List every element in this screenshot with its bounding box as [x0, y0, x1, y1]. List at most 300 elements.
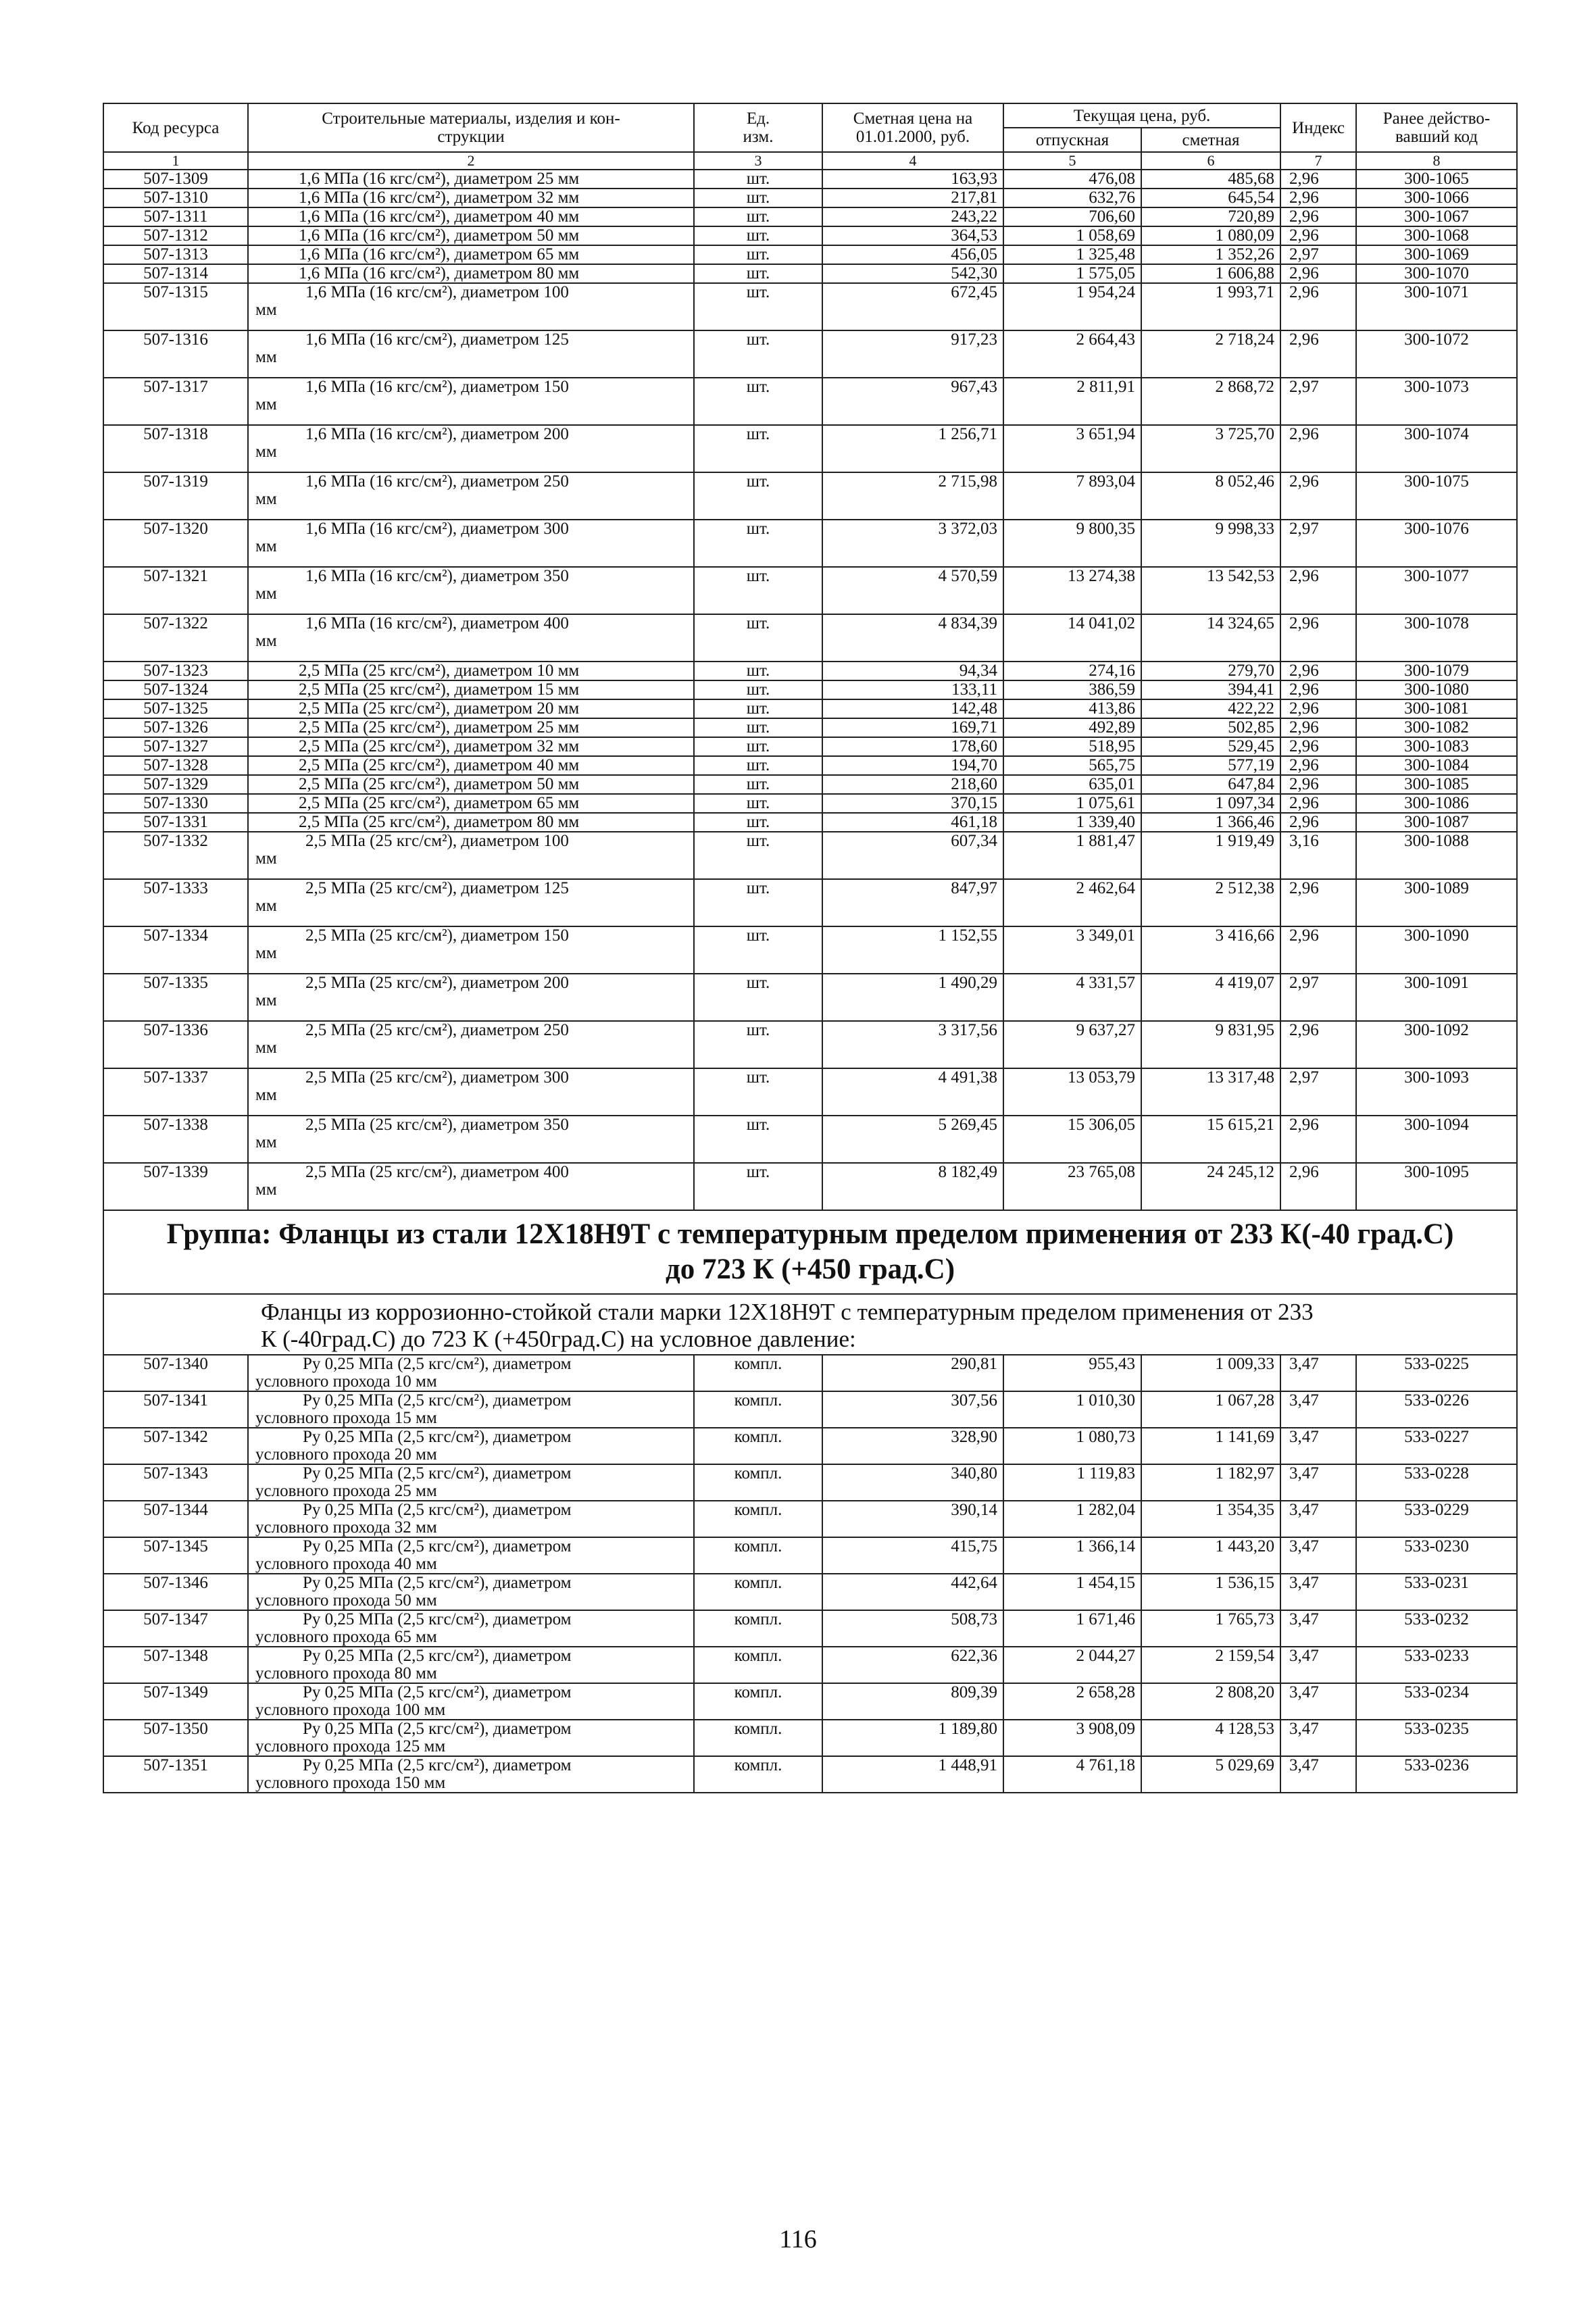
- table-row: [103, 614, 1517, 662]
- estimate-price-cell: 422,22: [1141, 699, 1280, 718]
- old-code-cell: 300-1075: [1356, 472, 1517, 520]
- resource-code-cell: 507-1351: [103, 1756, 248, 1793]
- material-name-line2: мм: [255, 849, 277, 868]
- base-price-cell: 607,34: [822, 832, 1003, 879]
- resource-code-cell: 507-1350: [103, 1720, 248, 1756]
- unit-cell: шт.: [694, 926, 822, 974]
- material-name-line2: мм: [255, 1039, 277, 1057]
- release-price-cell: 518,95: [1003, 737, 1141, 756]
- base-price-cell: 328,90: [822, 1428, 1003, 1464]
- old-code-cell: 533-0234: [1356, 1683, 1517, 1720]
- material-name-cell: [248, 567, 694, 614]
- table-header: [103, 103, 1517, 170]
- table-row: [103, 879, 1517, 926]
- old-code-cell: 300-1094: [1356, 1116, 1517, 1163]
- estimate-price-cell: 2 868,72: [1141, 378, 1280, 425]
- old-code-cell: 300-1092: [1356, 1021, 1517, 1068]
- unit-cell: шт.: [694, 283, 822, 330]
- index-cell: 3,47: [1280, 1720, 1356, 1756]
- release-price-cell: 4 331,57: [1003, 974, 1141, 1021]
- old-code-cell: 533-0225: [1356, 1355, 1517, 1391]
- resource-code-cell: 507-1348: [103, 1647, 248, 1683]
- old-code-cell: 533-0228: [1356, 1464, 1517, 1501]
- old-code-cell: 300-1072: [1356, 330, 1517, 378]
- material-name-line2: условного прохода 25 мм: [255, 1482, 437, 1500]
- index-cell: 3,47: [1280, 1610, 1356, 1647]
- table-row: [103, 1610, 1517, 1647]
- table-row: [103, 1391, 1517, 1428]
- material-name-cell: [248, 330, 694, 378]
- estimate-price-cell: 2 159,54: [1141, 1647, 1280, 1683]
- material-name-line2: условного прохода 10 мм: [255, 1372, 437, 1391]
- header-index: Индекс: [1280, 103, 1356, 152]
- table-row: [103, 737, 1517, 756]
- old-code-cell: 300-1070: [1356, 264, 1517, 283]
- material-name-line1: 1,6 МПа (16 кгс/см²), диаметром 150: [305, 378, 569, 396]
- material-name-line1: 1,6 МПа (16 кгс/см²), диаметром 350: [305, 567, 569, 585]
- old-code-cell: 300-1066: [1356, 189, 1517, 207]
- unit-cell: шт.: [694, 614, 822, 662]
- index-cell: 3,47: [1280, 1537, 1356, 1574]
- resource-code-cell: 507-1318: [103, 425, 248, 472]
- material-name-line1: 2,5 МПа (25 кгс/см²), диаметром 350: [305, 1116, 569, 1134]
- column-number: 6: [1141, 152, 1280, 170]
- old-code-cell: 300-1069: [1356, 245, 1517, 264]
- old-code-cell: 300-1079: [1356, 662, 1517, 680]
- estimate-price-cell: 15 615,21: [1141, 1116, 1280, 1163]
- unit-cell: шт.: [694, 1021, 822, 1068]
- estimate-price-cell: 577,19: [1141, 756, 1280, 775]
- resource-code-cell: 507-1316: [103, 330, 248, 378]
- resource-code-cell: 507-1309: [103, 170, 248, 189]
- table-row: [103, 245, 1517, 264]
- release-price-cell: 386,59: [1003, 680, 1141, 699]
- estimate-price-cell: 645,54: [1141, 189, 1280, 207]
- header-old-line1: Ранее действо-: [1382, 109, 1491, 128]
- release-price-cell: 14 041,02: [1003, 614, 1141, 662]
- table-row: [103, 1163, 1517, 1210]
- material-name-line2: условного прохода 100 мм: [255, 1701, 446, 1719]
- header-base-line2: 01.01.2000, руб.: [855, 128, 970, 146]
- header-base-line1: Сметная цена на: [853, 109, 973, 128]
- header-code: Код ресурса: [103, 103, 248, 152]
- material-name-line2: мм: [255, 632, 277, 650]
- release-price-cell: 2 664,43: [1003, 330, 1141, 378]
- base-price-cell: 290,81: [822, 1355, 1003, 1391]
- resource-code-cell: 507-1313: [103, 245, 248, 264]
- release-price-cell: 1 325,48: [1003, 245, 1141, 264]
- material-name-cell: [248, 1501, 694, 1537]
- index-cell: 2,96: [1280, 567, 1356, 614]
- table-row: [103, 926, 1517, 974]
- base-price-cell: 8 182,49: [822, 1163, 1003, 1210]
- column-number: 5: [1003, 152, 1141, 170]
- old-code-cell: 300-1093: [1356, 1068, 1517, 1116]
- estimate-price-cell: 14 324,65: [1141, 614, 1280, 662]
- group-title: [103, 1210, 1517, 1294]
- old-code-cell: 533-0229: [1356, 1501, 1517, 1537]
- table-row: [103, 1428, 1517, 1464]
- table-row: [103, 330, 1517, 378]
- resource-code-cell: 507-1349: [103, 1683, 248, 1720]
- resource-code-cell: 507-1340: [103, 1355, 248, 1391]
- old-code-cell: 300-1073: [1356, 378, 1517, 425]
- material-name-cell: [248, 1756, 694, 1793]
- material-name-cell: [248, 378, 694, 425]
- base-price-cell: 3 317,56: [822, 1021, 1003, 1068]
- unit-cell: шт.: [694, 1116, 822, 1163]
- material-name-cell: 2,5 МПа (25 кгс/см²), диаметром 15 мм: [248, 680, 694, 699]
- release-price-cell: 4 761,18: [1003, 1756, 1141, 1793]
- material-name-line2: мм: [255, 991, 277, 1010]
- material-name-cell: [248, 1163, 694, 1210]
- index-cell: 2,96: [1280, 189, 1356, 207]
- estimate-price-cell: 2 512,38: [1141, 879, 1280, 926]
- release-price-cell: 2 462,64: [1003, 879, 1141, 926]
- resource-code-cell: 507-1339: [103, 1163, 248, 1210]
- unit-cell: шт.: [694, 207, 822, 226]
- material-name-cell: [248, 879, 694, 926]
- material-name-line1: Ру 0,25 МПа (2,5 кгс/см²), диаметром: [303, 1355, 572, 1373]
- price-table-sheet: [103, 103, 1516, 1793]
- unit-cell: шт.: [694, 264, 822, 283]
- old-code-cell: 300-1071: [1356, 283, 1517, 330]
- resource-code-cell: 507-1321: [103, 567, 248, 614]
- index-cell: 2,96: [1280, 737, 1356, 756]
- table-body: [103, 170, 1517, 1793]
- group-title-line1: Группа: Фланцы из стали 12Х18Н9Т с температурным пределом применения от 233 К(-40 град.С): [166, 1218, 1454, 1250]
- base-price-cell: 4 491,38: [822, 1068, 1003, 1116]
- estimate-price-cell: 1 919,49: [1141, 832, 1280, 879]
- material-name-cell: 2,5 МПа (25 кгс/см²), диаметром 65 мм: [248, 794, 694, 813]
- material-name-line1: 2,5 МПа (25 кгс/см²), диаметром 200: [305, 974, 569, 992]
- index-cell: 2,97: [1280, 1068, 1356, 1116]
- material-name-cell: [248, 1391, 694, 1428]
- unit-cell: шт.: [694, 330, 822, 378]
- material-name-line2: условного прохода 20 мм: [255, 1445, 437, 1464]
- unit-cell: шт.: [694, 170, 822, 189]
- estimate-price-cell: 13 542,53: [1141, 567, 1280, 614]
- table-row: [103, 189, 1517, 207]
- release-price-cell: 13 053,79: [1003, 1068, 1141, 1116]
- estimate-price-cell: 24 245,12: [1141, 1163, 1280, 1210]
- material-name-cell: [248, 1537, 694, 1574]
- resource-code-cell: 507-1328: [103, 756, 248, 775]
- material-name-line1: Ру 0,25 МПа (2,5 кгс/см²), диаметром: [303, 1756, 572, 1774]
- material-name-line2: мм: [255, 944, 277, 962]
- index-cell: 3,47: [1280, 1683, 1356, 1720]
- material-name-cell: [248, 1355, 694, 1391]
- release-price-cell: 1 119,83: [1003, 1464, 1141, 1501]
- estimate-price-cell: 1 067,28: [1141, 1391, 1280, 1428]
- column-numbers-row: [103, 152, 1517, 170]
- index-cell: 3,47: [1280, 1756, 1356, 1793]
- release-price-cell: 1 075,61: [1003, 794, 1141, 813]
- base-price-cell: 370,15: [822, 794, 1003, 813]
- old-code-cell: 533-0236: [1356, 1756, 1517, 1793]
- unit-cell: шт.: [694, 1163, 822, 1210]
- header-unit-line2: изм.: [743, 128, 774, 146]
- unit-cell: компл.: [694, 1428, 822, 1464]
- index-cell: 3,47: [1280, 1428, 1356, 1464]
- material-name-line1: 2,5 МПа (25 кгс/см²), диаметром 100: [305, 832, 569, 850]
- release-price-cell: 3 651,94: [1003, 425, 1141, 472]
- old-code-cell: 300-1076: [1356, 520, 1517, 567]
- material-name-line2: мм: [255, 537, 277, 555]
- old-code-cell: 300-1085: [1356, 775, 1517, 794]
- release-price-cell: 3 908,09: [1003, 1720, 1141, 1756]
- index-cell: 3,47: [1280, 1391, 1356, 1428]
- estimate-price-cell: 8 052,46: [1141, 472, 1280, 520]
- column-number: 1: [103, 152, 248, 170]
- index-cell: 2,96: [1280, 662, 1356, 680]
- base-price-cell: 622,36: [822, 1647, 1003, 1683]
- unit-cell: шт.: [694, 680, 822, 699]
- material-name-line2: мм: [255, 443, 277, 461]
- estimate-price-cell: 3 416,66: [1141, 926, 1280, 974]
- header-name-line2: струкции: [437, 128, 505, 146]
- table-row: [103, 226, 1517, 245]
- base-price-cell: 847,97: [822, 879, 1003, 926]
- release-price-cell: 15 306,05: [1003, 1116, 1141, 1163]
- material-name-line2: мм: [255, 584, 277, 603]
- estimate-price-cell: 4 128,53: [1141, 1720, 1280, 1756]
- material-name-cell: [248, 425, 694, 472]
- resource-code-cell: 507-1324: [103, 680, 248, 699]
- old-code-cell: 533-0226: [1356, 1391, 1517, 1428]
- material-name-line1: 2,5 МПа (25 кгс/см²), диаметром 400: [305, 1163, 569, 1181]
- resource-code-cell: 507-1329: [103, 775, 248, 794]
- estimate-price-cell: 279,70: [1141, 662, 1280, 680]
- index-cell: 2,96: [1280, 775, 1356, 794]
- material-name-cell: 2,5 МПа (25 кгс/см²), диаметром 40 мм: [248, 756, 694, 775]
- old-code-cell: 300-1087: [1356, 813, 1517, 832]
- estimate-price-cell: 1 009,33: [1141, 1355, 1280, 1391]
- estimate-price-cell: 1 354,35: [1141, 1501, 1280, 1537]
- release-price-cell: 476,08: [1003, 170, 1141, 189]
- material-name-cell: [248, 1021, 694, 1068]
- index-cell: 3,47: [1280, 1501, 1356, 1537]
- unit-cell: шт.: [694, 226, 822, 245]
- resource-code-cell: 507-1335: [103, 974, 248, 1021]
- estimate-price-cell: 1 366,46: [1141, 813, 1280, 832]
- resource-code-cell: 507-1333: [103, 879, 248, 926]
- table-row: [103, 1683, 1517, 1720]
- unit-cell: компл.: [694, 1610, 822, 1647]
- old-code-cell: 300-1086: [1356, 794, 1517, 813]
- material-name-line1: 1,6 МПа (16 кгс/см²), диаметром 250: [305, 472, 569, 491]
- material-name-cell: 1,6 МПа (16 кгс/см²), диаметром 32 мм: [248, 189, 694, 207]
- old-code-cell: 300-1080: [1356, 680, 1517, 699]
- estimate-price-cell: 1 993,71: [1141, 283, 1280, 330]
- resource-code-cell: 507-1314: [103, 264, 248, 283]
- material-name-line2: условного прохода 150 мм: [255, 1774, 446, 1792]
- table-row: [103, 425, 1517, 472]
- release-price-cell: 413,86: [1003, 699, 1141, 718]
- resource-code-cell: 507-1341: [103, 1391, 248, 1428]
- unit-cell: шт.: [694, 662, 822, 680]
- index-cell: 2,96: [1280, 794, 1356, 813]
- table-row: [103, 520, 1517, 567]
- old-code-cell: 533-0230: [1356, 1537, 1517, 1574]
- base-price-cell: 340,80: [822, 1464, 1003, 1501]
- index-cell: 3,16: [1280, 832, 1356, 879]
- old-code-cell: 300-1077: [1356, 567, 1517, 614]
- material-name-cell: 2,5 МПа (25 кгс/см²), диаметром 20 мм: [248, 699, 694, 718]
- old-code-cell: 300-1095: [1356, 1163, 1517, 1210]
- table-row: [103, 775, 1517, 794]
- old-code-cell: 533-0235: [1356, 1720, 1517, 1756]
- base-price-cell: 508,73: [822, 1610, 1003, 1647]
- material-name-line1: Ру 0,25 МПа (2,5 кгс/см²), диаметром: [303, 1501, 572, 1519]
- material-name-cell: 1,6 МПа (16 кгс/см²), диаметром 25 мм: [248, 170, 694, 189]
- header-unit: [694, 103, 822, 152]
- table-row: [103, 1068, 1517, 1116]
- unit-cell: шт.: [694, 737, 822, 756]
- table-row: [103, 1116, 1517, 1163]
- material-name-cell: 1,6 МПа (16 кгс/см²), диаметром 65 мм: [248, 245, 694, 264]
- release-price-cell: 2 811,91: [1003, 378, 1141, 425]
- material-name-line1: Ру 0,25 МПа (2,5 кгс/см²), диаметром: [303, 1647, 572, 1665]
- index-cell: 2,96: [1280, 226, 1356, 245]
- resource-code-cell: 507-1310: [103, 189, 248, 207]
- index-cell: 2,97: [1280, 520, 1356, 567]
- base-price-cell: 178,60: [822, 737, 1003, 756]
- base-price-cell: 94,34: [822, 662, 1003, 680]
- material-name-line2: условного прохода 80 мм: [255, 1664, 437, 1683]
- resource-code-cell: 507-1344: [103, 1501, 248, 1537]
- material-name-cell: [248, 832, 694, 879]
- index-cell: 2,96: [1280, 718, 1356, 737]
- resource-code-cell: 507-1325: [103, 699, 248, 718]
- index-cell: 2,97: [1280, 974, 1356, 1021]
- material-name-line2: мм: [255, 490, 277, 508]
- table-row: [103, 1647, 1517, 1683]
- column-number: 3: [694, 152, 822, 170]
- resource-code-cell: 507-1337: [103, 1068, 248, 1116]
- material-name-line2: условного прохода 125 мм: [255, 1737, 446, 1756]
- index-cell: 2,96: [1280, 699, 1356, 718]
- release-price-cell: 1 881,47: [1003, 832, 1141, 879]
- unit-cell: компл.: [694, 1501, 822, 1537]
- column-number: 2: [248, 152, 694, 170]
- base-price-cell: 4 570,59: [822, 567, 1003, 614]
- index-cell: 2,96: [1280, 207, 1356, 226]
- unit-cell: шт.: [694, 699, 822, 718]
- material-name-line1: Ру 0,25 МПа (2,5 кгс/см²), диаметром: [303, 1683, 572, 1701]
- resource-code-cell: 507-1336: [103, 1021, 248, 1068]
- table-row: [103, 1355, 1517, 1391]
- estimate-price-cell: 1 765,73: [1141, 1610, 1280, 1647]
- unit-cell: шт.: [694, 189, 822, 207]
- unit-cell: шт.: [694, 813, 822, 832]
- table-row: [103, 662, 1517, 680]
- old-code-cell: 533-0231: [1356, 1574, 1517, 1610]
- table-row: [103, 813, 1517, 832]
- material-name-cell: 1,6 МПа (16 кгс/см²), диаметром 80 мм: [248, 264, 694, 283]
- old-code-cell: 300-1084: [1356, 756, 1517, 775]
- column-number: 4: [822, 152, 1003, 170]
- material-name-line1: 1,6 МПа (16 кгс/см²), диаметром 200: [305, 425, 569, 443]
- base-price-cell: 442,64: [822, 1574, 1003, 1610]
- table-row: [103, 699, 1517, 718]
- old-code-cell: 300-1090: [1356, 926, 1517, 974]
- old-code-cell: 300-1081: [1356, 699, 1517, 718]
- index-cell: 3,47: [1280, 1355, 1356, 1391]
- unit-cell: шт.: [694, 756, 822, 775]
- header-estimate-price: сметная: [1141, 128, 1280, 152]
- index-cell: 2,96: [1280, 1116, 1356, 1163]
- material-name-cell: 1,6 МПа (16 кгс/см²), диаметром 50 мм: [248, 226, 694, 245]
- table-row: [103, 378, 1517, 425]
- resource-code-cell: 507-1311: [103, 207, 248, 226]
- unit-cell: шт.: [694, 974, 822, 1021]
- material-name-cell: 1,6 МПа (16 кгс/см²), диаметром 40 мм: [248, 207, 694, 226]
- material-name-line1: 2,5 МПа (25 кгс/см²), диаметром 250: [305, 1021, 569, 1039]
- material-name-line1: Ру 0,25 МПа (2,5 кгс/см²), диаметром: [303, 1391, 572, 1410]
- base-price-cell: 415,75: [822, 1537, 1003, 1574]
- unit-cell: шт.: [694, 794, 822, 813]
- material-name-line1: 1,6 МПа (16 кгс/см²), диаметром 300: [305, 520, 569, 538]
- header-name: [248, 103, 694, 152]
- index-cell: 2,96: [1280, 879, 1356, 926]
- base-price-cell: 133,11: [822, 680, 1003, 699]
- estimate-price-cell: 9 831,95: [1141, 1021, 1280, 1068]
- estimate-price-cell: 485,68: [1141, 170, 1280, 189]
- release-price-cell: 2 658,28: [1003, 1683, 1141, 1720]
- resource-code-cell: 507-1332: [103, 832, 248, 879]
- old-code-cell: 300-1067: [1356, 207, 1517, 226]
- material-name-cell: [248, 1068, 694, 1116]
- header-release-price: отпускная: [1003, 128, 1141, 152]
- material-name-line1: 1,6 МПа (16 кгс/см²), диаметром 100: [305, 283, 569, 301]
- material-name-line1: Ру 0,25 МПа (2,5 кгс/см²), диаметром: [303, 1428, 572, 1446]
- base-price-cell: 1 256,71: [822, 425, 1003, 472]
- resource-code-cell: 507-1347: [103, 1610, 248, 1647]
- table-row: [103, 974, 1517, 1021]
- estimate-price-cell: 13 317,48: [1141, 1068, 1280, 1116]
- material-name-cell: [248, 926, 694, 974]
- header-unit-line1: Ед.: [746, 109, 770, 128]
- unit-cell: шт.: [694, 718, 822, 737]
- material-name-line2: мм: [255, 301, 277, 319]
- table-row: [103, 1464, 1517, 1501]
- estimate-price-cell: 1 606,88: [1141, 264, 1280, 283]
- release-price-cell: 9 637,27: [1003, 1021, 1141, 1068]
- material-name-cell: [248, 1647, 694, 1683]
- column-number: 8: [1356, 152, 1517, 170]
- release-price-cell: 1 366,14: [1003, 1537, 1141, 1574]
- group-header-row: [103, 1210, 1517, 1294]
- resource-code-cell: 507-1327: [103, 737, 248, 756]
- subgroup-title-line1: Фланцы из коррозионно-стойкой стали марки 12Х18Н9Т с температурным пределом применения от 233: [261, 1299, 1314, 1325]
- material-name-line2: мм: [255, 348, 277, 366]
- old-code-cell: 533-0232: [1356, 1610, 1517, 1647]
- unit-cell: компл.: [694, 1537, 822, 1574]
- resource-code-cell: 507-1345: [103, 1537, 248, 1574]
- header-name-line1: Строительные материалы, изделия и кон-: [322, 109, 620, 128]
- release-price-cell: 1 575,05: [1003, 264, 1141, 283]
- base-price-cell: 2 715,98: [822, 472, 1003, 520]
- table-row: [103, 756, 1517, 775]
- resource-code-cell: 507-1326: [103, 718, 248, 737]
- header-current-price: Текущая цена, руб.: [1003, 103, 1280, 128]
- estimate-price-cell: 1 080,09: [1141, 226, 1280, 245]
- group-title-line2: до 723 К (+450 град.С): [665, 1253, 955, 1285]
- base-price-cell: 4 834,39: [822, 614, 1003, 662]
- material-name-line1: Ру 0,25 МПа (2,5 кгс/см²), диаметром: [303, 1537, 572, 1555]
- material-name-cell: [248, 1720, 694, 1756]
